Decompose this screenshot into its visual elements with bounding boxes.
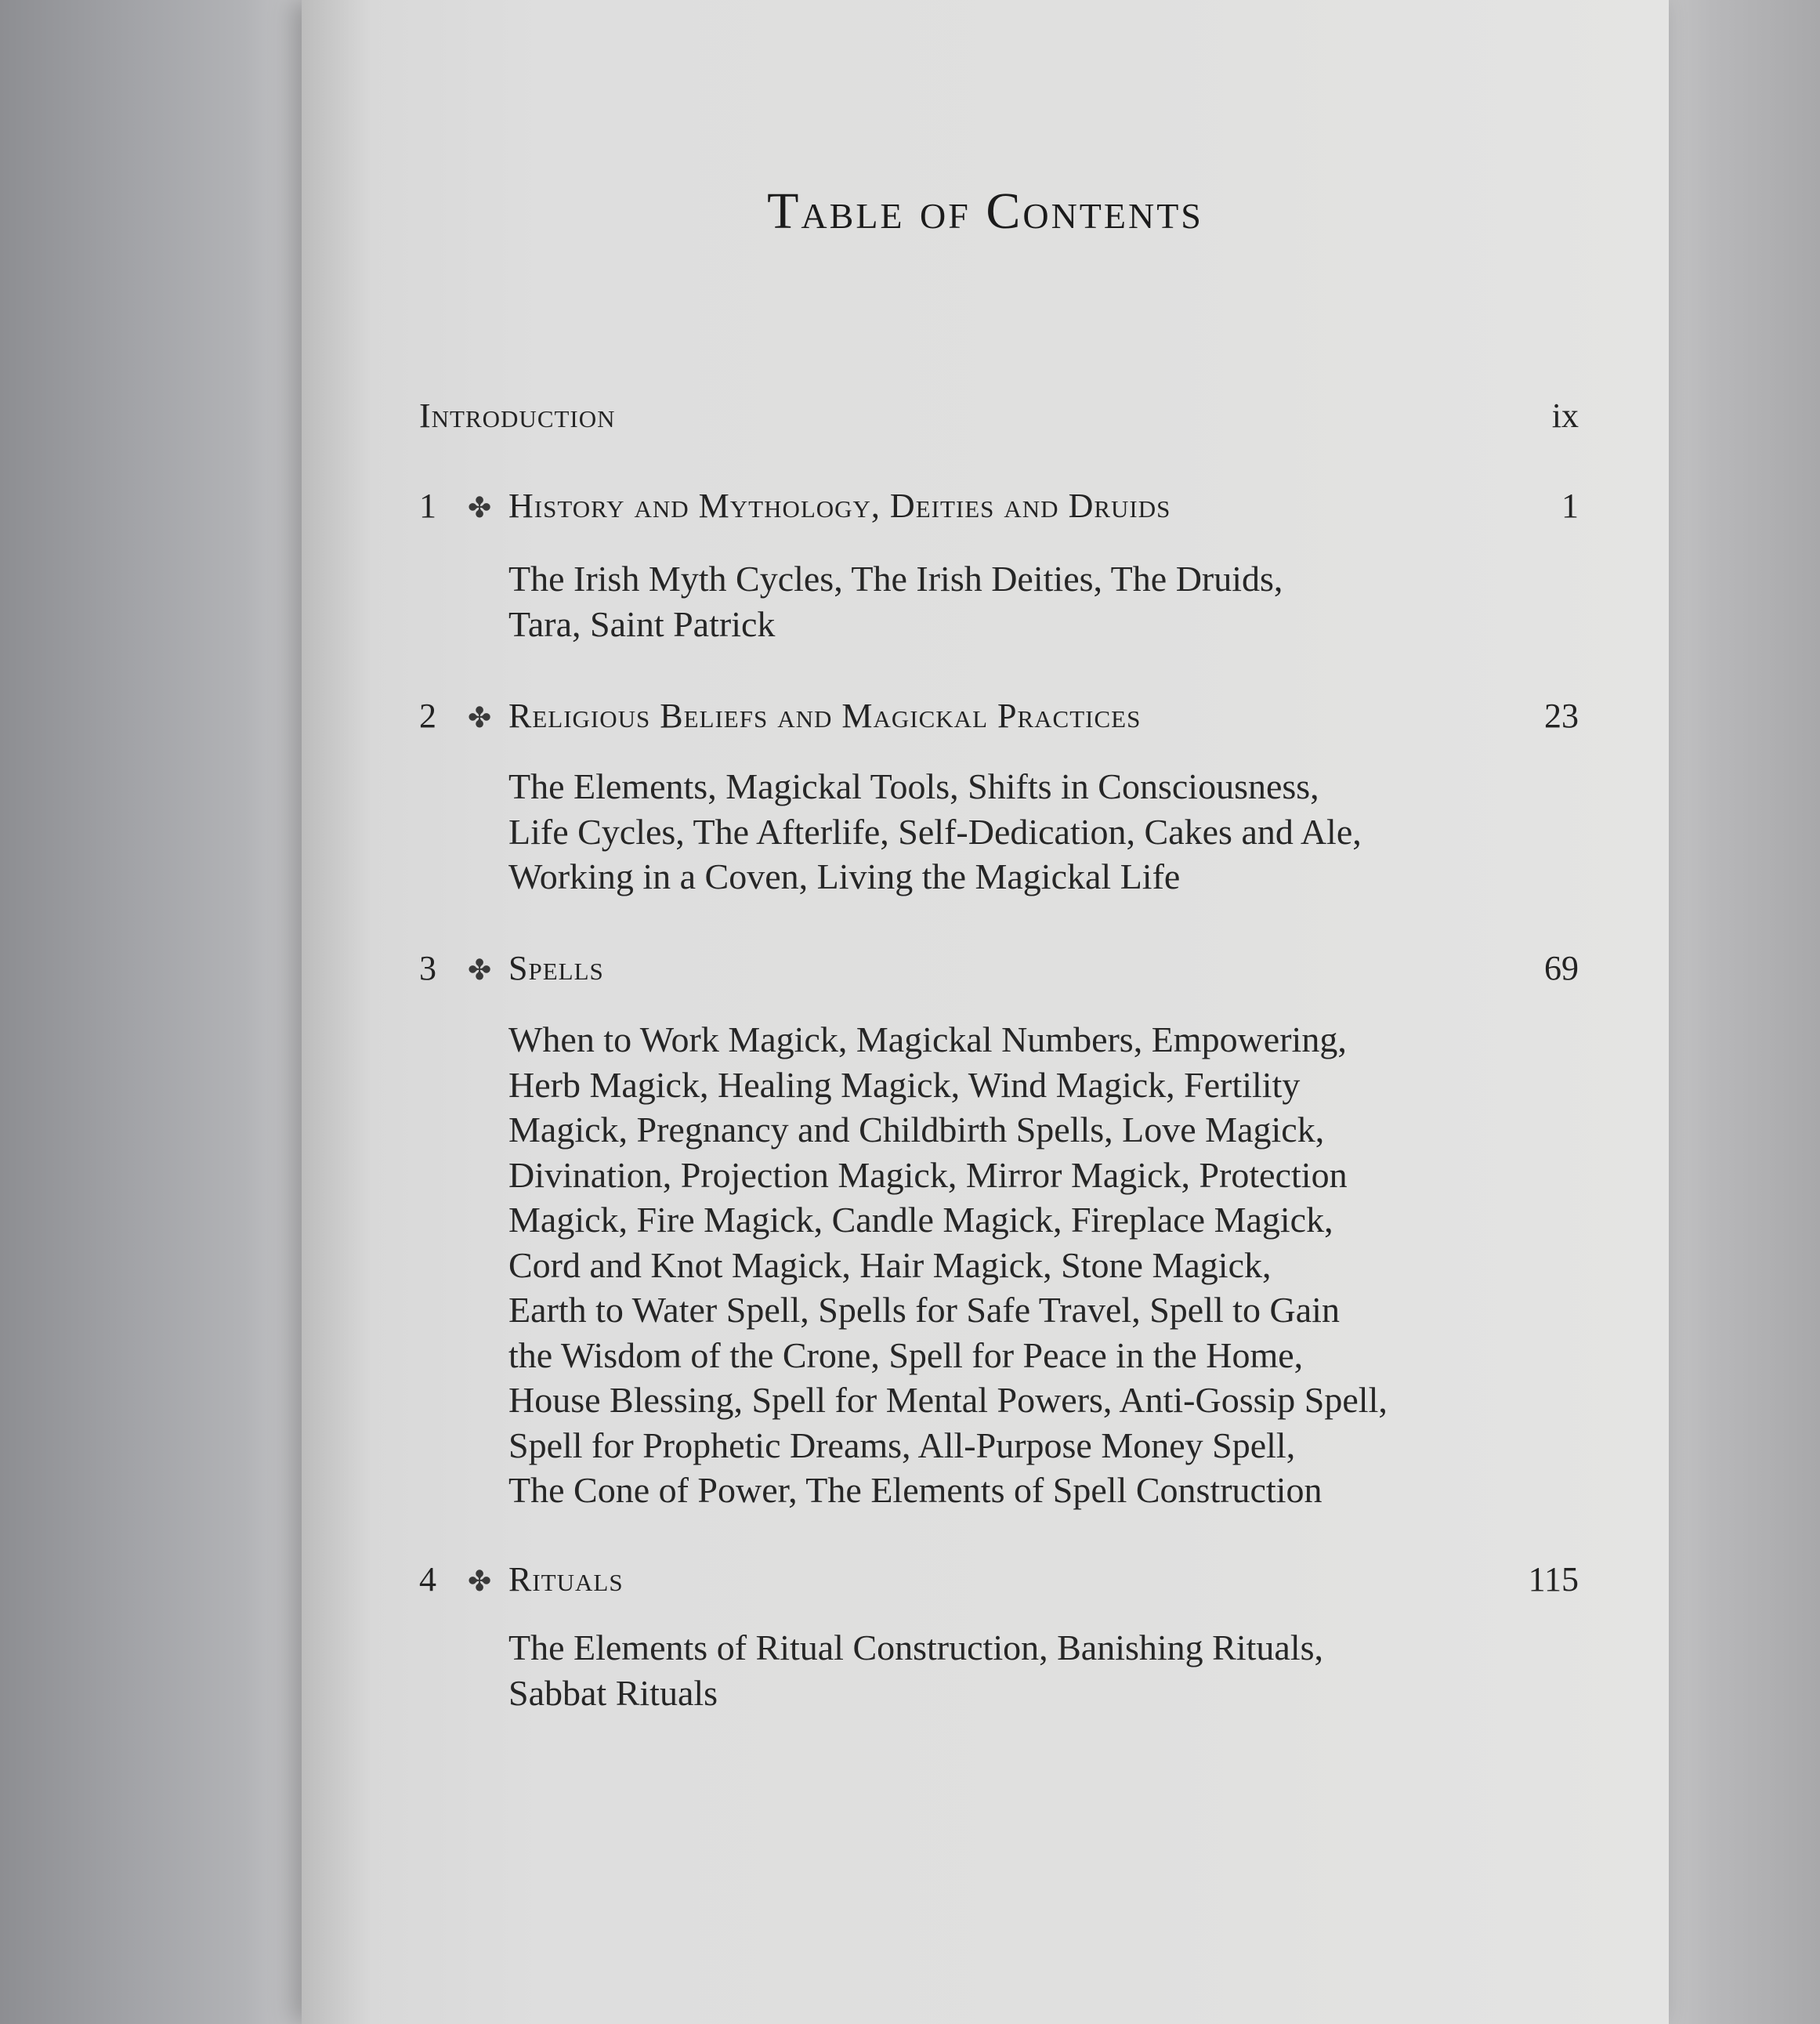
description-line: The Elements of Ritual Construction, Banishing Rituals, xyxy=(508,1628,1324,1667)
chapter-3-description xyxy=(508,1017,1449,1513)
ornament-icon: ✤ xyxy=(468,1566,493,1597)
entry-page-number: 69 xyxy=(1544,949,1579,987)
description-line: Cord and Knot Magick, Hair Magick, Stone Magick, xyxy=(508,1244,1272,1285)
description-line: Tara, Saint Patrick xyxy=(508,603,776,644)
description-line: When to Work Magick, Magickal Numbers, Empowering, xyxy=(508,1019,1347,1059)
table-of-contents xyxy=(302,0,1669,2024)
entry-title: History and Mythology, Deities and Druids xyxy=(508,487,1171,525)
entry-page-number: ix xyxy=(1551,396,1579,435)
entry-title: Introduction xyxy=(419,396,616,435)
chapter-2-description xyxy=(508,764,1449,900)
description-line: Working in a Coven, Living the Magickal Life xyxy=(508,856,1181,896)
chapter-1-description xyxy=(508,556,1449,646)
description-line: Herb Magick, Healing Magick, Wind Magick, Fertility xyxy=(508,1064,1301,1105)
entry-title: Rituals xyxy=(508,1560,624,1599)
entry-title: Spells xyxy=(508,949,604,987)
book-page xyxy=(302,0,1669,2024)
toc-entry-introduction xyxy=(419,396,1579,436)
entry-title: Religious Beliefs and Magickal Practices xyxy=(508,697,1142,735)
chapter-4-description xyxy=(508,1625,1449,1715)
description-line: House Blessing, Spell for Mental Powers, Anti-Gossip Spell, xyxy=(508,1380,1388,1420)
description-line: Life Cycles, The Afterlife, Self-Dedication, Cakes and Ale, xyxy=(508,811,1362,852)
entry-page-number: 23 xyxy=(1544,697,1579,735)
description-line: The Cone of Power, The Elements of Spell Construction xyxy=(508,1470,1322,1510)
chapter-number: 1 xyxy=(419,487,437,525)
toc-entry-chapter-4 xyxy=(419,1559,1579,1599)
toc-entry-chapter-2 xyxy=(419,696,1579,736)
description-line: the Wisdom of the Crone, Spell for Peace in the Home, xyxy=(508,1334,1304,1375)
toc-entry-chapter-3 xyxy=(419,948,1579,988)
ornament-icon: ✤ xyxy=(468,492,493,523)
entry-page-number: 1 xyxy=(1561,487,1579,525)
description-line: Earth to Water Spell, Spells for Safe Travel, Spell to Gain xyxy=(508,1290,1340,1330)
toc-entry-chapter-1 xyxy=(419,486,1579,526)
description-line: The Elements, Magickal Tools, Shifts in Consciousness, xyxy=(508,766,1319,806)
ornament-icon: ✤ xyxy=(468,954,493,986)
description-line: The Irish Myth Cycles, The Irish Deities, The Druids, xyxy=(508,559,1283,599)
description-line: Sabbat Rituals xyxy=(508,1672,718,1713)
chapter-number: 2 xyxy=(419,697,437,735)
description-line: Magick, Pregnancy and Childbirth Spells, Love Magick, xyxy=(508,1110,1325,1150)
ornament-icon: ✤ xyxy=(468,702,493,733)
description-line: Magick, Fire Magick, Candle Magick, Fireplace Magick, xyxy=(508,1200,1333,1240)
entry-page-number: 115 xyxy=(1528,1560,1579,1599)
description-line: Spell for Prophetic Dreams, All-Purpose Money Spell, xyxy=(508,1425,1296,1465)
description-line: Divination, Projection Magick, Mirror Magick, Protection xyxy=(508,1154,1348,1195)
chapter-number: 3 xyxy=(419,949,437,987)
chapter-number: 4 xyxy=(419,1560,437,1599)
left-page-background xyxy=(0,0,306,2024)
page-title: Table of Contents xyxy=(767,183,1203,240)
